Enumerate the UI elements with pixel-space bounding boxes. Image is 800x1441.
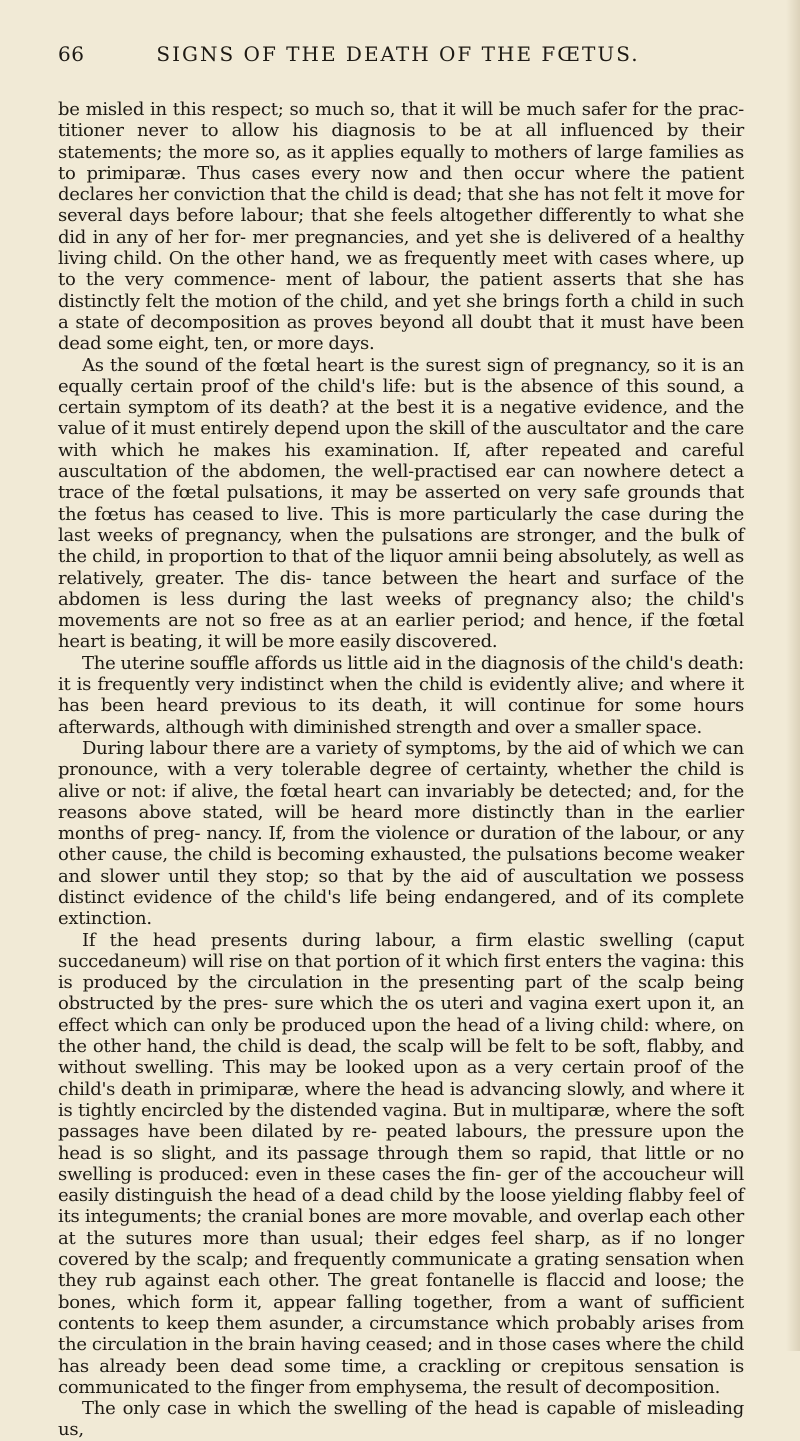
running-title: SIGNS OF THE DEATH OF THE FŒTUS. xyxy=(156,42,640,66)
body-text xyxy=(58,99,744,1441)
paragraph: The uterine souffle affords us little aid in the diagnosis of the child's death: it is frequently very indistinct when the child is evidently alive; and where it has been heard previous to its death, it will continue for some hours afterwards, although with diminished strength and over a smaller space. xyxy=(58,652,744,738)
paragraph: The only case in which the swelling of the head is capable of misleading us, xyxy=(58,1398,744,1441)
page-edge-shadow xyxy=(786,0,800,1351)
page-header xyxy=(58,42,738,72)
paragraph: As the sound of the fœtal heart is the surest sign of pregnancy, so it is an equally certain proof of the child's life: but is the absence of this sound, a certain symptom of its death? at the best it is a negative evidence, and the value of it must entirely depend upon the skill of the auscultator and the care with which he makes his examination. If, after repeated and careful auscultation of the abdomen, the well-practised ear can nowhere detect a trace of the fœtal pulsations, it may be asserted on very safe grounds that the fœtus has ceased to live. This is more particularly the case during the last weeks of pregnancy, when the pulsations are stronger, and the bulk of the child, in proportion to that of the liquor amnii being absolutely, as well as relatively, greater. The dis- tance between the heart and surface of the abdomen is less during the last weeks of pregnancy also; the child's movements are not so free as at an earlier period; and hence, if the fœtal heart is beating, it will be more easily discovered. xyxy=(58,354,744,653)
paragraph: If the head presents during labour, a firm elastic swelling (caput succedaneum) will rise on that portion of it which first enters the vagina: this is produced by the circulation in the presenting part of the scalp being obstructed by the pres- sure which the os uteri and vagina exert upon it, an effect which can only be produced upon the head of a living child: where, on the other hand, the child is dead, the scalp will be felt to be soft, flabby, and without swelling. This may be looked upon as a very certain proof of the child's death in primiparæ, where the head is advancing slowly, and where it is tightly encircled by the distended vagina. But in multiparæ, where the soft passages have been dilated by re- peated labours, the pressure upon the head is so slight, and its passage through them so rapid, that little or no swelling is produced: even in these cases the fin- ger of the accoucheur will easily distinguish the head of a dead child by the loose yielding flabby feel of its integuments; the cranial bones are more movable, and overlap each other at the sutures more than usual; their edges feel sharp, as if no longer covered by the scalp; and frequently communicate a grating sensation when they rub against each other. The great fontanelle is flaccid and loose; the bones, which form it, appear falling together, from a want of sufficient contents to keep them asunder, a circumstance which probably arises from the circulation in the brain having ceased; and in those cases where the child has already been dead some time, a crackling or crepitous sensation is communicated to the finger from emphysema, the result of decomposition. xyxy=(58,929,744,1398)
page-number: 66 xyxy=(58,42,85,66)
paragraph: be misled in this respect; so much so, that it will be much safer for the prac- titioner never to allow his diagnosis to be at all influenced by their statements; the more so, as it applies equally to mothers of large families as to primiparæ. Thus cases every now and then occur where the patient declares her conviction that the child is dead; that she has not felt it move for several days before labour; that she feels altogether differently to what she did in any of her for- mer pregnancies, and yet she is delivered of a healthy living child. On the other hand, we as frequently meet with cases where, up to the very commence- ment of labour, the patient asserts that she has distinctly felt the motion of the child, and yet she brings forth a child in such a state of decomposition as proves beyond all doubt that it must have been dead some eight, ten, or more days. xyxy=(58,99,744,355)
paragraph: During labour there are a variety of symptoms, by the aid of which we can pronounce, with a very tolerable degree of certainty, whether the child is alive or not: if alive, the fœtal heart can invariably be detected; and, for the reasons above stated, will be heard more distinctly than in the earlier months of preg- nancy. If, from the violence or duration of the labour, or any other cause, the child is becoming exhausted, the pulsations become weaker and slower until they stop; so that by the aid of auscultation we possess distinct evidence of the child's life being endangered, and of its complete extinction. xyxy=(58,737,744,930)
